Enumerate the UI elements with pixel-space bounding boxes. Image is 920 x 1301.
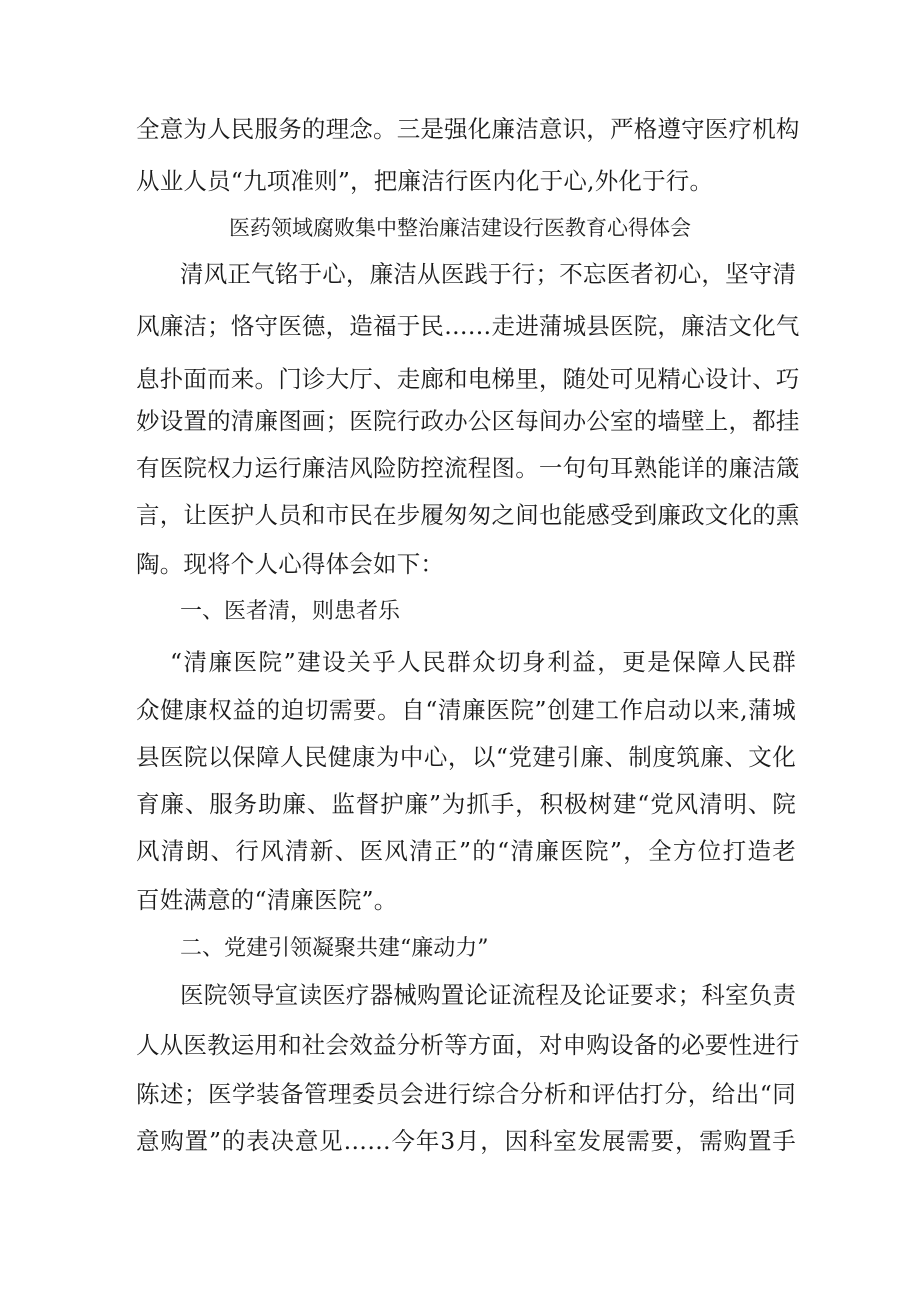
- paragraph1-line-2: 风廉洁；恪守医德，造福于民……走进蒲城县医院，廉洁文化气: [136, 312, 800, 340]
- paragraph1-line-1: 清风正气铭于心，廉洁从医践于行；不忘医者初心，坚守清: [180, 260, 797, 288]
- paragraph2-line-1: “清廉医院”建设关乎人民群众切身利益，更是保障人民群: [170, 648, 796, 676]
- paragraph2-line-3: 县医院以保障人民健康为中心，以“党建引廉、制度筑廉、文化: [136, 743, 796, 771]
- paragraph2-line-2: 众健康权益的迫切需要。自“清廉医院”创建工作启动以来,蒲城: [136, 696, 796, 724]
- section-heading-2: 二、党建引领凝聚共建“廉动力”: [180, 936, 489, 961]
- document-title: 医药领域腐败集中整治廉洁建设行医教育心得体会: [229, 216, 691, 240]
- paragraph2-line-4: 育廉、服务助廉、监督护廉”为抓手，积极树建“党风清明、院: [136, 790, 796, 818]
- paragraph1-line-7: 陶。现将个人心得体会如下：: [136, 550, 445, 578]
- paragraph2-line-6: 百姓满意的“清廉医院”。: [136, 886, 398, 914]
- intro-line-1: 全意为人民服务的理念。三是强化廉洁意识，严格遵守医疗机构: [136, 115, 800, 143]
- paragraph3-line-4: 意购置”的表决意见……今年3月，因科室发展需要，需购置手: [136, 1127, 796, 1155]
- paragraph1-line-6: 言，让医护人员和市民在步履匆匆之间也能感受到廉政文化的熏: [136, 501, 800, 529]
- paragraph3-line-2: 人从医教运用和社会效益分析等方面，对申购设备的必要性进行: [136, 1031, 800, 1059]
- intro-line-2: 从业人员“九项准则”，把廉洁行医内化于心,外化于行。: [136, 167, 714, 195]
- paragraph3-line-1: 医院领导宣读医疗器械购置论证流程及论证要求；科室负责: [180, 981, 797, 1009]
- section-heading-1: 一、医者清，则患者乐: [180, 599, 401, 624]
- paragraph1-line-5: 有医院权力运行廉洁风险防控流程图。一句句耳熟能详的廉洁箴: [136, 454, 800, 482]
- paragraph1-line-3: 息扑面而来。门诊大厅、走廊和电梯里，随处可见精心设计、巧: [136, 365, 800, 393]
- paragraph1-line-4: 妙设置的清廉图画；医院行政办公区每间办公室的墙壁上，都挂: [136, 407, 800, 435]
- paragraph3-line-3: 陈述；医学装备管理委员会进行综合分析和评估打分，给出“同: [136, 1080, 796, 1108]
- paragraph2-line-5: 风清朗、行风清新、医风清正”的“清廉医院”，全方位打造老: [136, 837, 796, 865]
